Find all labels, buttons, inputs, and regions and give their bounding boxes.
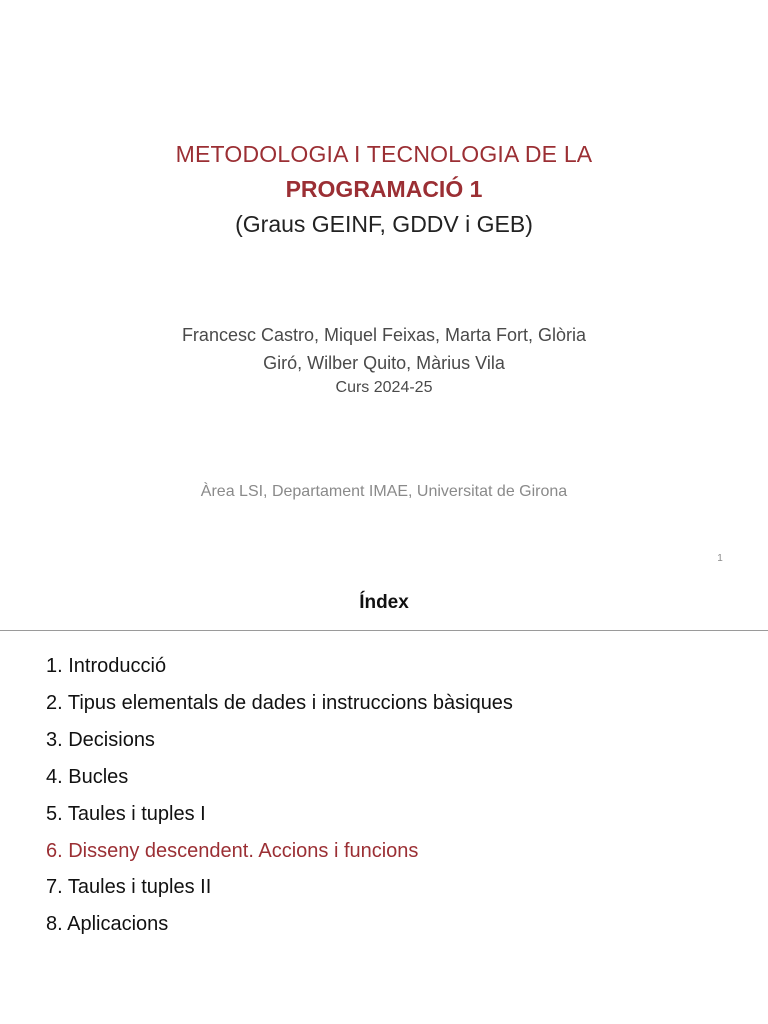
affiliation: Àrea LSI, Departament IMAE, Universitat de Girona — [200, 483, 568, 500]
course-title-line-2: PROGRAMACIÓ 1 — [285, 176, 483, 202]
index-item: 2. Tipus elementals de dades i instruccions bàsiques — [46, 691, 513, 714]
index-item: 4. Bucles — [46, 765, 129, 788]
index-list — [46, 648, 513, 943]
degree-programs: (Graus GEINF, GDDV i GEB) — [235, 211, 533, 237]
index-item: 8. Aplicacions — [46, 913, 169, 936]
index-heading: Índex — [359, 592, 409, 613]
index-item: 5. Taules i tuples I — [46, 802, 206, 825]
authors-block — [144, 321, 624, 377]
authors-line-2: Giró, Wilber Quito, Màrius Vila — [263, 353, 505, 373]
heading-divider — [0, 630, 768, 631]
course-title-line-1: METODOLOGIA I TECNOLOGIA DE LA — [175, 141, 593, 167]
index-item-current: 6. Disseny descendent. Accions i funcions — [46, 839, 419, 862]
slide-number: 1 — [717, 553, 723, 564]
course-year: Curs 2024-25 — [335, 379, 433, 396]
index-item: 7. Taules i tuples II — [46, 876, 212, 899]
index-item: 1. Introducció — [46, 655, 167, 677]
authors-line-1: Francesc Castro, Miquel Feixas, Marta Fort, Glòria — [181, 325, 587, 345]
index-item: 3. Decisions — [46, 728, 155, 751]
